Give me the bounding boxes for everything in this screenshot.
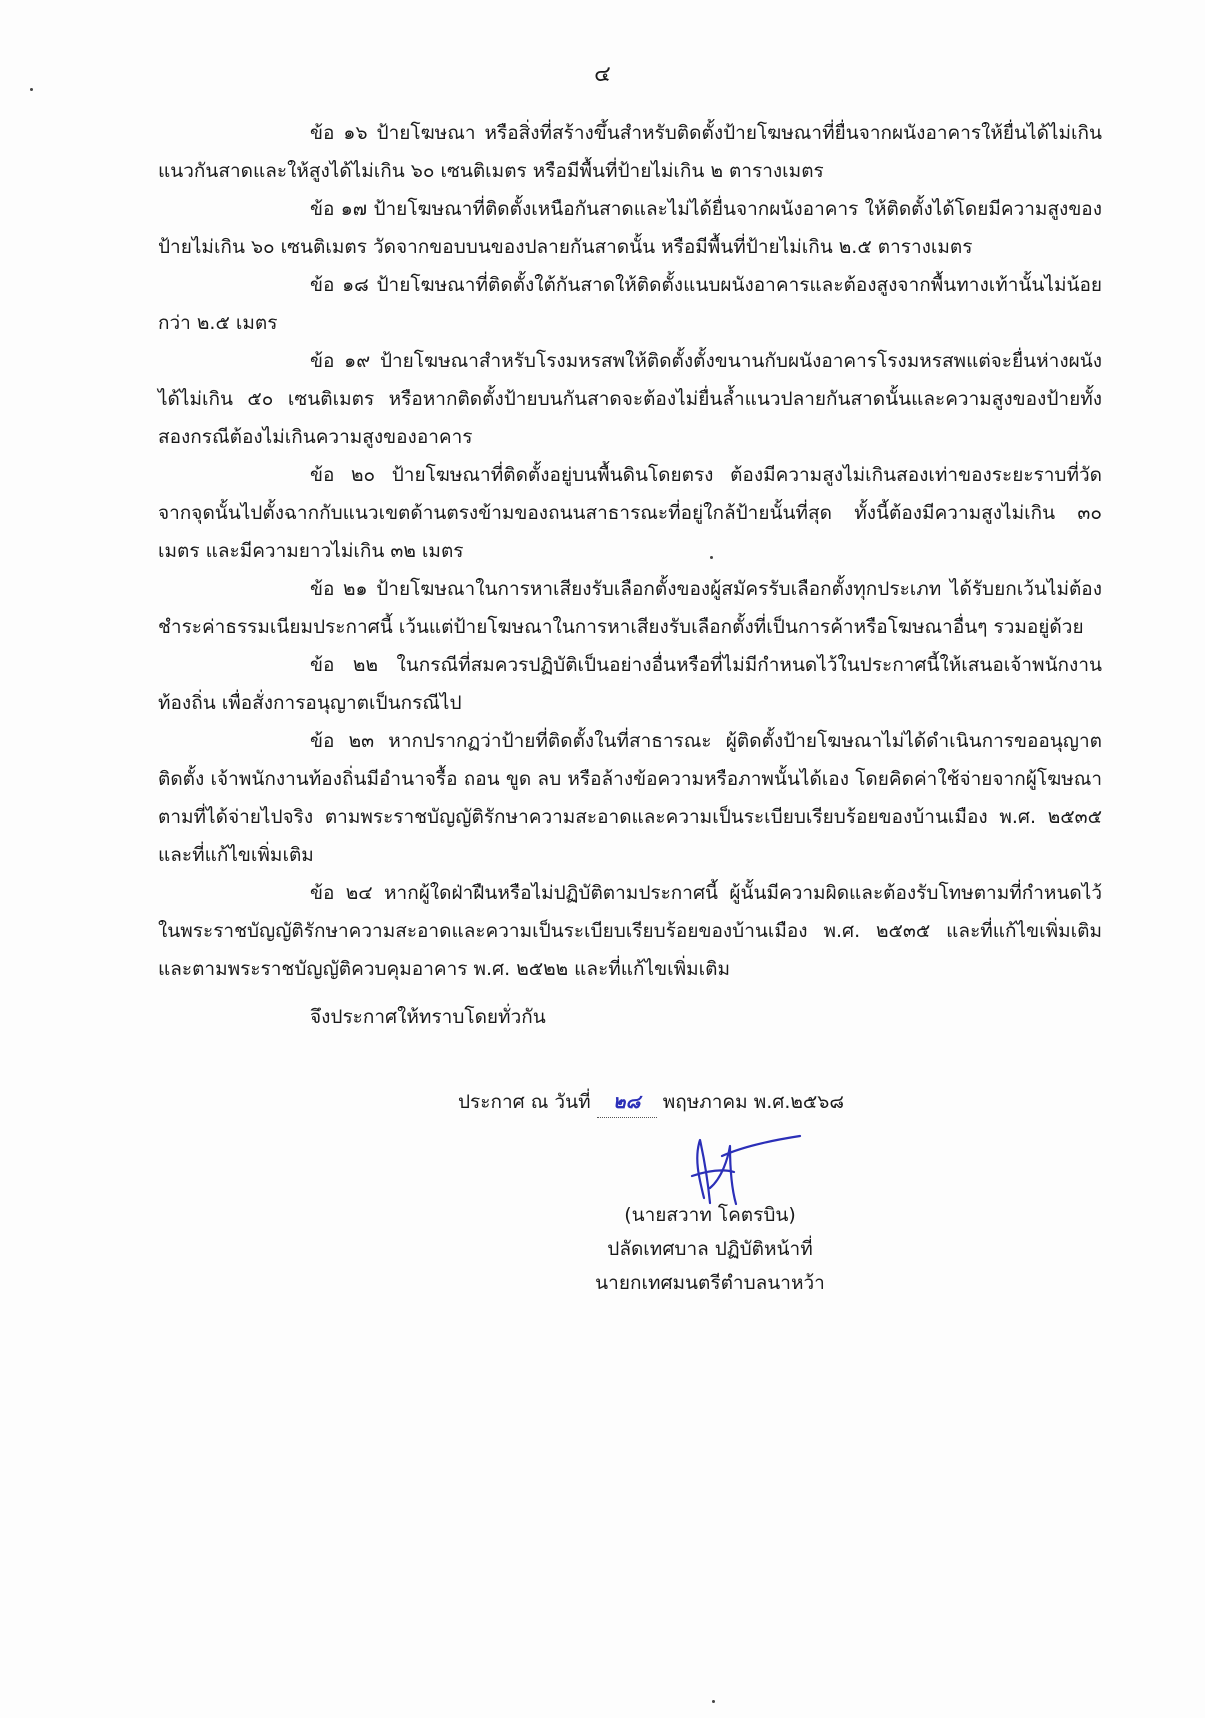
clause-17: ข้อ ๑๗ ป้ายโฆษณาที่ติดตั้งเหนือกันสาดและไม่ได้ยื่นจากผนังอาคาร ให้ติดตั้งได้โดยมีความสูงของป้ายไม่เกิน ๖๐ เซนติเมตร วัดจากขอบบนของปลายกันสาดนั้น หรือมีพื้นที่ป้ายไม่เกิน ๒.๕ ตารางเมตร [158,198,1102,258]
signer-position: ปลัดเทศบาล ปฏิบัติหน้าที่ [607,1238,813,1260]
signer-title: นายกเทศมนตรีตำบลนาหว้า [595,1272,825,1294]
announcement-date [458,1087,844,1118]
handwritten-day: ๒๘ [597,1087,657,1118]
announcement-body [158,114,1102,1036]
date-month-year: พฤษภาคม พ.ศ.๒๕๖๘ [662,1091,844,1113]
clause-20: ข้อ ๒๐ ป้ายโฆษณาที่ติดตั้งอยู่บนพื้นดินโดยตรง ต้องมีความสูงไม่เกินสองเท่าของระยะราบที่วัดจากจุดนั้นไปตั้งฉากกับแนวเขตด้านตรงข้ามของถนนสาธารณะที่อยู่ใกล้ป้ายนั้นที่สุด ทั้งนี้ต้องมีความสูงไม่เกิน ๓๐ เมตร และมีความยาวไม่เกิน ๓๒ เมตร [158,464,1102,562]
clause-24: ข้อ ๒๔ หากผู้ใดฝ่าฝืนหรือไม่ปฏิบัติตามประกาศนี้ ผู้นั้นมีความผิดและต้องรับโทษตามที่กำหนดไว้ในพระราชบัญญัติรักษาความสะอาดและความเป็นระเบียบเรียบร้อยของบ้านเมือง พ.ศ. ๒๕๓๕ และที่แก้ไขเพิ่มเติม และตามพระราชบัญญัติควบคุมอาคาร พ.ศ. ๒๕๒๒ และที่แก้ไขเพิ่มเติม [158,882,1102,980]
scan-speck [30,88,33,91]
signer-name: (นายสวาท โคตรบิน) [624,1204,796,1226]
scan-speck [712,1700,715,1703]
clause-18: ข้อ ๑๘ ป้ายโฆษณาที่ติดตั้งใต้กันสาดให้ติดตั้งแนบผนังอาคารและต้องสูงจากพื้นทางเท้านั้นไม่น้อยกว่า ๒.๕ เมตร [158,274,1102,334]
page-number: ๔ [594,62,611,87]
clause-22: ข้อ ๒๒ ในกรณีที่สมควรปฏิบัติเป็นอย่างอื่นหรือที่ไม่มีกำหนดไว้ในประกาศนี้ให้เสนอเจ้าพนักงานท้องถิ่น เพื่อสั่งการอนุญาตเป็นกรณีไป [158,654,1102,714]
closing-statement: จึงประกาศให้ทราบโดยทั่วกัน [310,1006,546,1028]
clause-19: ข้อ ๑๙ ป้ายโฆษณาสำหรับโรงมหรสพให้ติดตั้งตั้งขนานกับผนังอาคารโรงมหรสพแต่จะยื่นห่างผนังได้ไม่เกิน ๕๐ เซนติเมตร หรือหากติดตั้งป้ายบนกันสาดจะต้องไม่ยื่นล้ำแนวปลายกันสาดนั้นและความสูงของป้ายทั้งสองกรณีต้องไม่เกินความสูงของอาคาร [158,350,1102,448]
clause-16: ข้อ ๑๖ ป้ายโฆษณา หรือสิ่งที่สร้างขึ้นสำหรับติดตั้งป้ายโฆษณาที่ยื่นจากผนังอาคารให้ยื่นได้ไม่เกินแนวกันสาดและให้สูงได้ไม่เกิน ๖๐ เซนติเมตร หรือมีพื้นที่ป้ายไม่เกิน ๒ ตารางเมตร [158,122,1102,182]
clause-23: ข้อ ๒๓ หากปรากฏว่าป้ายที่ติดตั้งในที่สาธารณะ ผู้ติดตั้งป้ายโฆษณาไม่ได้ดำเนินการขออนุญาตติดตั้ง เจ้าพนักงานท้องถิ่นมีอำนาจรื้อ ถอน ขูด ลบ หรือล้างข้อความหรือภาพนั้นได้เอง โดยคิดค่าใช้จ่ายจากผู้โฆษณา ตามที่ได้จ่ายไปจริง ตามพระราชบัญญัติรักษาความสะอาดและความเป็นระเบียบเรียบร้อยของบ้านเมือง พ.ศ. ๒๕๓๕ และที่แก้ไขเพิ่มเติม [158,730,1102,866]
scan-speck [710,556,713,559]
signer-block [560,1198,860,1300]
clause-21: ข้อ ๒๑ ป้ายโฆษณาในการหาเสียงรับเลือกตั้งของผู้สมัครรับเลือกตั้งทุกประเภท ได้รับยกเว้นไม่ต้องชำระค่าธรรมเนียมประกาศนี้ เว้นแต่ป้ายโฆษณาในการหาเสียงรับเลือกตั้งที่เป็นการค้าหรือโฆษณาอื่นๆ รวมอยู่ด้วย [158,578,1102,638]
date-prefix: ประกาศ ณ วันที่ [458,1091,591,1113]
